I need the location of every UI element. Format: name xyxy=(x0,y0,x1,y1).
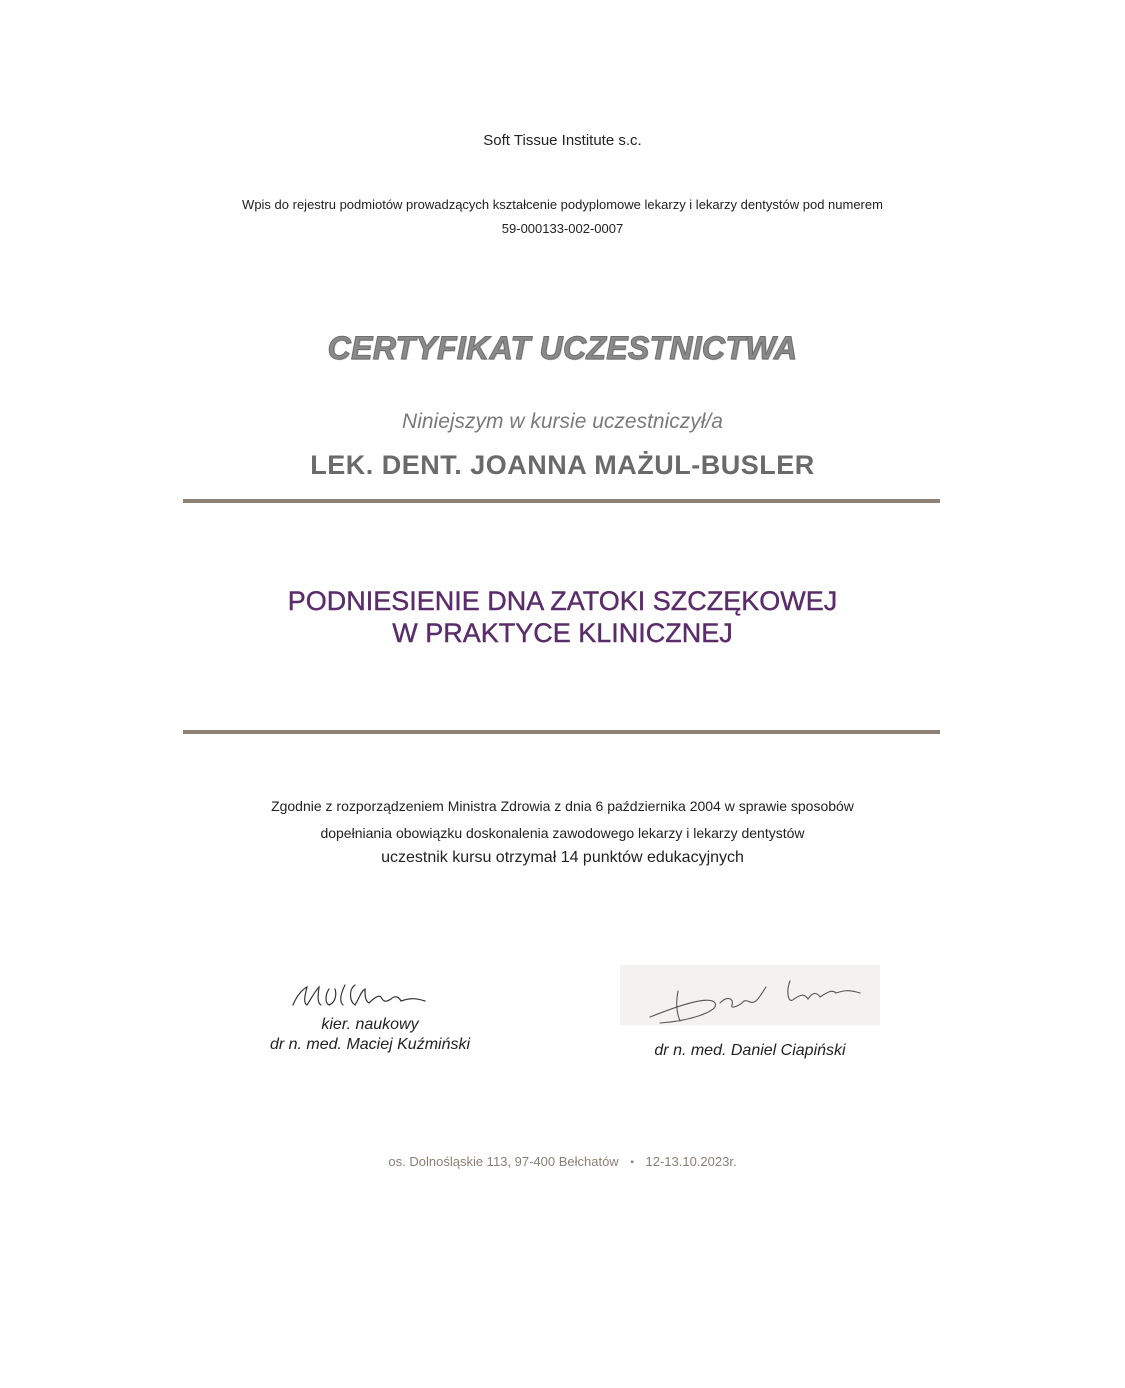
divider-bottom xyxy=(183,730,940,734)
signature-left-name: dr n. med. Maciej Kuźmiński xyxy=(269,1036,471,1053)
signature-right-name: dr n. med. Daniel Ciapiński xyxy=(654,1042,846,1059)
registry-text: Wpis do rejestru podmiotów prowadzących kształcenie podyplomowe lekarzy i lekarzy dentystów pod numerem xyxy=(242,197,883,212)
regulation-text xyxy=(0,793,1125,847)
certificate-intro: Niniejszym w kursie uczestniczył/a xyxy=(402,410,723,433)
signature-left xyxy=(220,975,520,1055)
footer xyxy=(0,1154,1125,1169)
registry-number: 59-000133-002-0007 xyxy=(501,221,624,236)
footer-address: os. Dolnośląskie 113, 97-400 Bełchatów xyxy=(388,1154,619,1169)
signature-left-icon xyxy=(285,975,455,1015)
course-title xyxy=(0,585,1125,649)
points-text: uczestnik kursu otrzymał 14 punktów edukacyjnych xyxy=(381,849,744,866)
registry-info xyxy=(0,193,1125,241)
divider-top xyxy=(183,499,940,503)
regulation-line1: Zgodnie z rozporządzeniem Ministra Zdrowia z dnia 6 października 2004 w sprawie sposobów xyxy=(271,798,854,814)
course-title-line1: PODNIESIENIE DNA ZATOKI SZCZĘKOWEJ xyxy=(287,586,838,616)
signature-left-role: kier. naukowy xyxy=(321,1016,419,1033)
signature-right xyxy=(600,965,900,1061)
signature-right-box xyxy=(620,965,880,1025)
footer-separator: ▪ xyxy=(630,1157,634,1169)
participant-name: LEK. DENT. JOANNA MAŻUL-BUSLER xyxy=(310,450,815,480)
certificate-title: CERTYFIKAT UCZESTNICTWA xyxy=(327,330,798,366)
footer-date: 12-13.10.2023r. xyxy=(645,1154,737,1169)
course-title-line2: W PRAKTYCE KLINICZNEJ xyxy=(392,618,733,648)
regulation-line2: dopełniania obowiązku doskonalenia zawodowego lekarzy i lekarzy dentystów xyxy=(320,825,805,841)
signature-right-icon xyxy=(620,965,880,1025)
institute-name: Soft Tissue Institute s.c. xyxy=(483,132,642,149)
